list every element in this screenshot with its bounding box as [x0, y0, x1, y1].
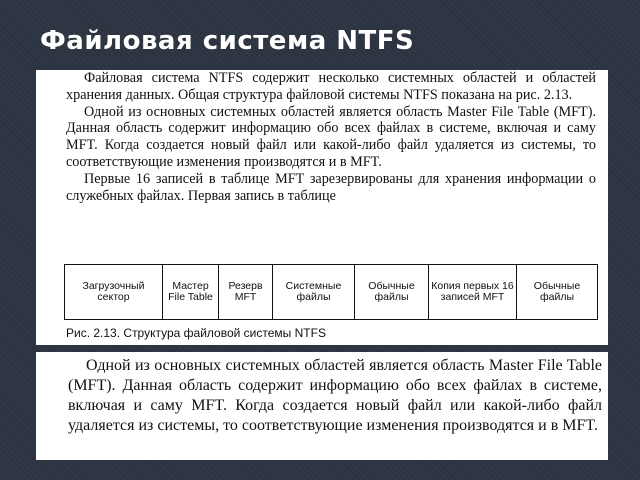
mft-paragraph: Одной из основных системных областей является область Master File Table (MFT). Данная область содержит информацию обо всех файлах в системе, включая и саму MFT. Когда создается новый файл или какой-либо файл удаляется из системы, то соответствующие изменения производятся и в MFT.: [66, 103, 596, 170]
diagram-cell-mft-copy: Копия первых 16 записей MFT: [429, 265, 517, 319]
reserved-records-paragraph: Первые 16 записей в таблице MFT зарезервированы для хранения информации о служебных файлах. Первая запись в таблице: [66, 170, 596, 204]
diagram-cell-regular-files-2: Обычные файлы: [533, 280, 581, 303]
diagram-cell-boot-sector: Загрузочный сектор: [65, 265, 163, 319]
intro-paragraph: Файловая система NTFS содержит несколько системных областей и областей хранения данных. Общая структура файловой системы NTFS показана на рис. 2.13.: [66, 70, 596, 103]
mft-paragraph-zoomed: Одной из основных системных областей является область Master File Table (MFT). Данная область содержит информацию обо всех файлах в системе, включая и саму MFT. Когда создается новый файл или какой-либо файл удаляется из системы, то соответствующие изменения производятся и в MFT.: [68, 357, 602, 434]
figure-caption: Рис. 2.13. Структура файловой системы NTFS: [66, 326, 326, 340]
slide-title: Файловая система NTFS: [40, 26, 415, 56]
top-scan-image: [36, 70, 608, 345]
diagram-cell-system-files: Системные файлы: [273, 265, 355, 319]
diagram-cell-mft-reserve: Резерв MFT: [219, 265, 273, 319]
ntfs-structure-diagram: [64, 264, 598, 320]
bottom-scan-image: [36, 352, 608, 460]
diagram-cell-regular-files-1: Обычные файлы: [355, 265, 429, 319]
diagram-cell-master-file-table: Мастер File Table: [163, 265, 219, 319]
